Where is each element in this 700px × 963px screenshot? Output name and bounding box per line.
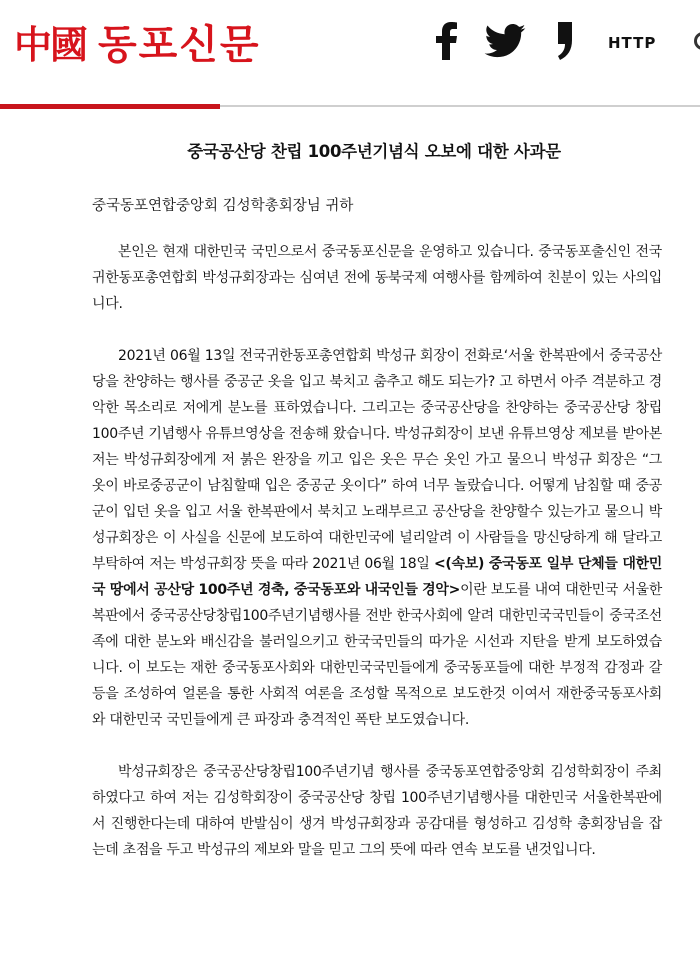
site-logo[interactable]: [14, 16, 261, 66]
logo-hanja: 中國: [14, 21, 87, 67]
header-divider: [220, 105, 700, 107]
paragraph-2-text-a: 2021년 06월 13일 전국귀한동포총연합회 박성규 회장이 전화로‘서울 한복판에서 중국공산당을 찬양하는 행사를 중공군 옷을 입고 북치고 춤추고 해도 되는가? 고 하면서 아주 격분하고 경악한 목소리로 저에게 분노를 표하였습니다. 그리고는 중국공산당을 찬양하는 중국공산당 창립100주년 기념행사 유튜브영상을 전송해 왔습니다. 박성규회장이 보낸 유튜브영상 제보를 받아본 저는 박성규회장에게 저 붉은 완장을 끼고 입은 옷은 무슨 옷인 가고 물으니 박성규 회장은 “그 옷이 바로중공군이 남침할때 입은 중공군 옷이다” 하여 너무 놀랐습니다. 어떻게 남침할 때 중공군이 입던 옷을 입고 서울 한복판에서 북치고 노래부르고 공산당을 찬양할수 있는가고 물으니 박성규회장은 이 사실을 신문에 보도하여 대한민국에 널리알려 이 사람들을 망신당하게 해 달라고 부탁하여 저는 박성규회장 뜻을 따라 2021년 06월 18일: [92, 348, 662, 572]
news-headline: <(속보) 중국동포 일부 단체들 대한민국 땅에서 공산당 100주년 경축, 중국동포와 내국인들 경악>: [92, 556, 663, 598]
social-links: [436, 22, 656, 64]
http-link[interactable]: HTTP: [608, 34, 657, 52]
link-icon[interactable]: [694, 32, 700, 50]
logo-korean: 동포신문: [98, 21, 261, 68]
site-header: [0, 0, 700, 110]
paragraph-2-text-b: 이란 보도를 내여 대한민국 서울한복판에서 중국공산당창립100주년기념행사를 전반 한국사회에 알려 대한민국국민들이 중국조선족에 대한 분노와 배신감을 불러일으키고 한국국민들의 따가운 시선과 지탄을 받게 보도하였습니다. 이 보도는 재한 중국동포사회와 대한민국국민들에게 중국동포들에 대한 부정적 감정과 갈등을 조성하여 얼론을 통한 사회적 여론을 조성할 목적으로 보도한것 이여서 재한중국동포사회와 대한민국 국민들에게 큰 파장과 충격적인 폭탄 보도였습니다.: [92, 582, 662, 728]
document-greeting: 중국동포연합중앙회 김성학총회장님 귀하: [92, 198, 354, 214]
twitter-icon[interactable]: [484, 24, 526, 62]
header-accent-line: [0, 104, 220, 109]
paragraph-3: [92, 759, 662, 863]
apology-document: [92, 138, 662, 889]
paragraph-1-text: 본인은 현재 대한민국 국민으로서 중국동포신문을 운영하고 있습니다. 중국동포출신인 전국귀한동포총연합회 박성규회장과는 심여년 전에 동북국제 여행사를 함께하여 친분이 있는 사의입니다.: [92, 244, 662, 312]
paragraph-3-text: 박성규회장은 중국공산당창립100주년기념 행사를 중국동포연합중앙회 김성학회장이 주최하였다고 하여 저는 김성학회장이 중국공산당 창립 100주년기념행사를 대한민국 서울한복판에서 진행한다는데 대하여 반발심이 생겨 박성규회장과 공감대를 형성하고 김성학 총회장님을 잡는데 초점을 두고 박성규의 제보와 말을 믿고 그의 뜻에 따라 연속 보도를 낸것입니다.: [92, 764, 662, 858]
paragraph-1: [92, 239, 662, 317]
document-title: 중국공산당 찬립 100주년기념식 오보에 대한 사과문: [187, 142, 561, 161]
paragraph-2: [92, 343, 662, 733]
quote-icon[interactable]: [556, 22, 574, 64]
facebook-icon[interactable]: [436, 22, 458, 64]
